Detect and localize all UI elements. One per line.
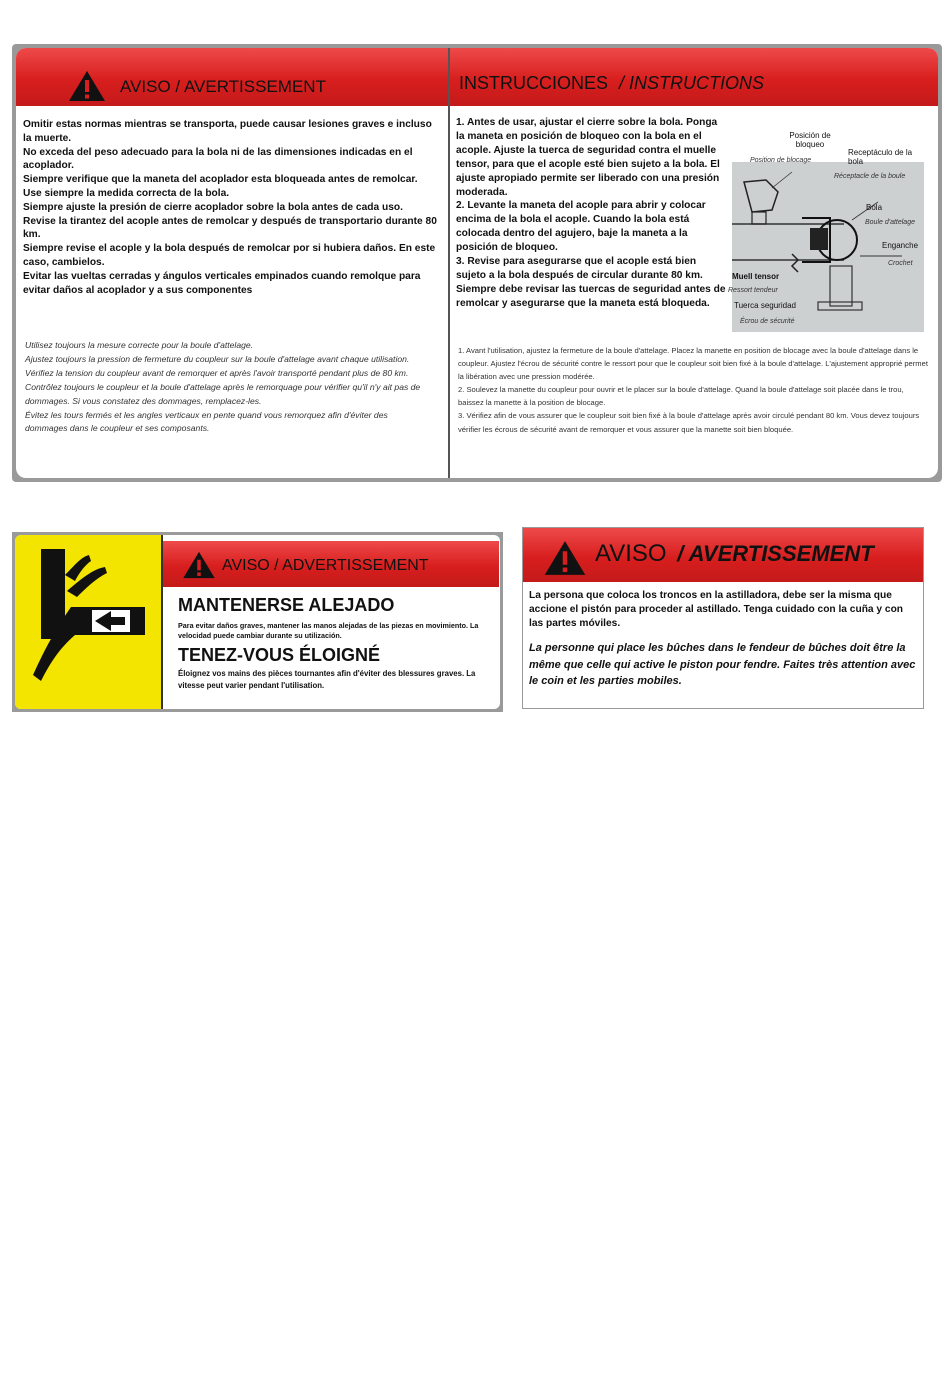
warning-fr-line: Contrôlez toujours le coupleur et la boule d'attelage après le remorquage pour vérifier qu'il n'y ait pas de dommages. Si vous constatez des dommages, remplacez-les. xyxy=(25,381,421,406)
warning-es-line: Omitir estas normas mientras se transporta, puede causar lesiones graves e incluso la muerte. xyxy=(23,119,432,144)
warning-es-line: Siempre ajuste la presión de cierre acoplador sobre la bola antes de cada uso. xyxy=(23,201,403,213)
hitch-label-panel xyxy=(16,48,938,478)
splitter-header-title xyxy=(595,540,874,568)
avertissement-word: / AVERTISSEMENT xyxy=(677,541,874,566)
warning-triangle-icon xyxy=(68,70,106,102)
instruction-fr-step: 3. Vérifiez afin de vous assurer que le coupleur soit bien fixé à la boule d'attelage après avoir circulé pendant 80 km. Vous devez toujours vérifier les écrous de sécurité avant de remorquer et vous assurer que la manette soit bien bloquée. xyxy=(458,411,920,434)
warning-es-line: Revise la tirantez del acople antes de remolcar y después de transportario durante 80 km. xyxy=(23,215,437,241)
hand-crush-icon xyxy=(15,535,161,709)
diagram-label-crochet: Crochet xyxy=(888,260,913,267)
column-divider xyxy=(448,48,450,478)
warning-fr-line: Utilisez toujours la mesure correcte pour la boule d'attelage. xyxy=(25,340,254,350)
aviso-word: AVISO xyxy=(120,77,171,96)
warning-triangle-icon xyxy=(182,551,216,579)
instructions-header-title xyxy=(459,73,764,94)
splitter-text-es: La persona que coloca los troncos en la astilladora, debe ser la misma que accione el pistón para proceder al astillado. Tenga cuidado con la cuña y con las partes móviles. xyxy=(529,590,904,629)
aviso-word: AVISO xyxy=(595,540,667,567)
warnings-french xyxy=(25,339,430,436)
instruction-es-step: 1. Antes de usar, ajustar el cierre sobre la bola. Ponga la maneta en posición de bloqueo con la bola en el acople. Ajuste la tuerca de seguridad contra el muelle tensor, para que el acople esté bien sujeto a la bola. El ajuste apropiado permite ser liberado con una presión moderada. xyxy=(456,117,720,198)
instruction-es-step: 3. Revise para asegurarse que el acople está bien sujeto a la bola después de circular durante 80 km. Siempre debe revisar las tuercas de seguridad antes de remolcar y asegurarse que la maneta está bloqueda. xyxy=(456,256,726,309)
diagram-label-tuerca: Tuerca seguridad xyxy=(734,301,796,310)
warning-es-line: Evitar las vueltas cerradas y ángulos verticales empinados cuando remolque para evitar daños al acoplador y a sus componentes xyxy=(23,270,421,296)
warning-fr-line: Évitez les tours fermés et les angles verticaux en pente quand vous remorquez afin d'éviter des dommages dans le coupleur et ses composants. xyxy=(25,409,388,434)
keep-away-header-title: AVISO / ADVERTISSEMENT xyxy=(222,557,429,574)
instructions-spanish xyxy=(456,116,728,311)
keep-away-label xyxy=(12,532,503,712)
keep-away-panel xyxy=(15,535,500,709)
diagram-label-bola: Bola xyxy=(866,203,883,212)
diagram-label-boule: Boule d'attelage xyxy=(865,219,915,226)
keep-away-text-es: Para evitar daños graves, mantener las manos alejadas de las piezas en movimiento. La velocidad puede cambiar durante su utilización. xyxy=(178,621,479,640)
diagram-label-enganche: Enganche xyxy=(882,241,919,250)
diagram-label-receptacle: Réceptacle de la boule xyxy=(834,173,906,180)
instruction-fr-step: 1. Avant l'utilisation, ajustez la fermeture de la boule d'attelage. Placez la manette en position de blocage avec la boule d'attelage dans le coupleur. Ajustez l'écrou de sécurité contre le ressort pour que le coupleur soit bien fixé à la boule d'attelage. L'ajustement approprié permet la libération avec une pression modérée. xyxy=(458,346,928,382)
hitch-warning-label xyxy=(12,44,942,482)
warning-es-line: Siempre revise el acople y la bola después de remolcar por si hubiera daños. En este caso, cambielos. xyxy=(23,243,436,268)
instructions-french xyxy=(458,344,928,436)
splitter-text-fr: La personne qui place les bûches dans le fendeur de bûches doit être la même que celle qui active le piston pour fendre. Faites très attention avec le coin et les parties mobiles. xyxy=(529,642,916,688)
warning-triangle-icon xyxy=(543,540,587,576)
instruction-es-step: 2. Levante la maneta del acople para abrir y colocar encima de la bola el acople. Cuando la bola está colocada dentro del agujero, baje la maneta a la posición de bloqueo. xyxy=(456,200,706,254)
diagram-label-receptaculo: Receptáculo de la bola xyxy=(848,148,913,166)
keep-away-text-fr: Éloignez vos mains des pièces tournantes afin d'éviter des blessures graves. La vitesse peut varier pendant l'utilisation. xyxy=(178,669,476,690)
warnings-spanish xyxy=(23,118,443,297)
diagram-label-ecrou: Écrou de sécurité xyxy=(740,318,795,325)
aviso-header-title xyxy=(120,77,326,97)
warning-fr-line: Vérifiez la tension du coupleur avant de remorquer et après l'avoir transporté pendant plus de 80 km. xyxy=(25,367,409,378)
separator: / xyxy=(170,77,184,96)
instruction-fr-step: 2. Soulevez la manette du coupleur pour ouvrir et le placer sur la boule d'attelage. Quand la boule d'attelage soit placée dans le trou, baissez la manette à la position de blocage. xyxy=(458,385,904,408)
diagram-label-ressort: Ressort tendeur xyxy=(728,287,778,294)
avertissement-word: AVERTISSEMENT xyxy=(183,77,326,96)
keep-away-title-es: MANTENERSE ALEJADO xyxy=(178,595,395,615)
instructions-word: / INSTRUCTIONS xyxy=(619,73,765,93)
warning-es-line: Siempre verifique que la maneta del acoplador esta bloqueada antes de remolcar. xyxy=(23,174,418,186)
yellow-pictogram-panel xyxy=(15,535,163,709)
keep-away-title-fr: TENEZ-VOUS ÉLOIGNÉ xyxy=(178,645,381,665)
warning-fr-line: Ajustez toujours la pression de fermeture du coupleur sur la boule d'attelage avant chaque utilisation. xyxy=(25,353,410,364)
diagram-label-muelle: Muell tensor xyxy=(732,272,780,281)
warning-es-line: No exceda del peso adecuado para la bola ni de las dimensiones indicadas en el acoplador. xyxy=(23,146,413,172)
diagram-label-position: Position de blocage xyxy=(750,157,812,164)
instrucciones-word: INSTRUCCIONES xyxy=(459,73,609,93)
warning-es-line: Use siempre la medida correcta de la bola. xyxy=(23,187,230,199)
splitter-warning-label xyxy=(522,527,924,709)
diagram-label-posicion: Posición de bloqueo xyxy=(789,131,831,149)
